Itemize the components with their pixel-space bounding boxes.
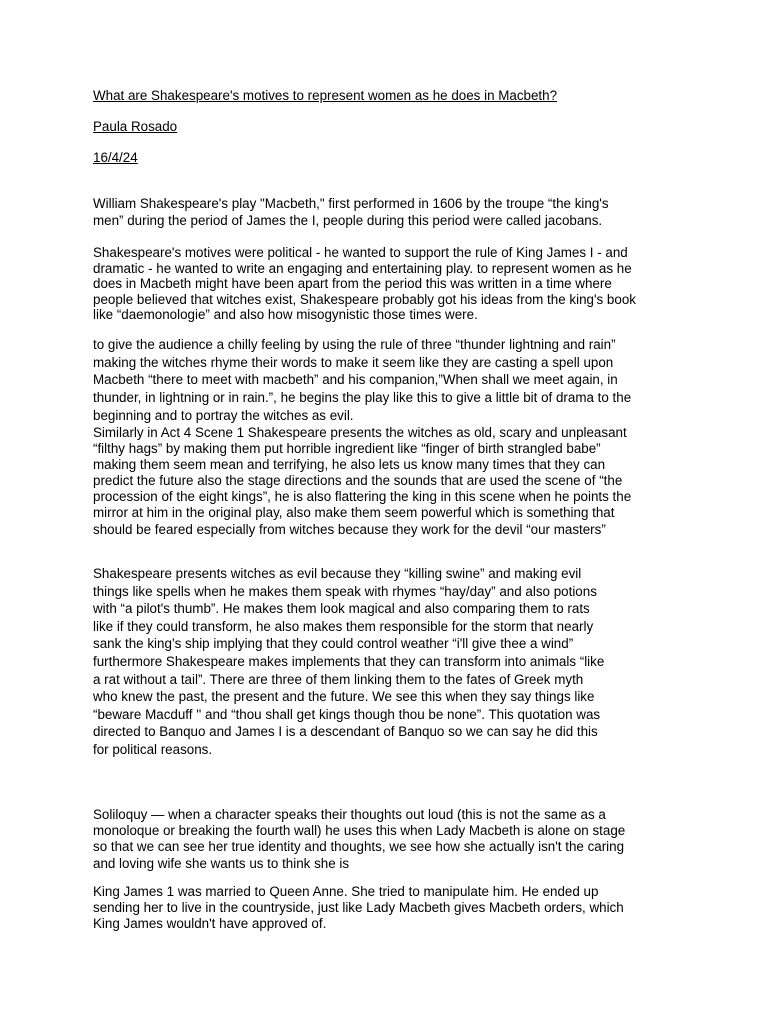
paragraph-soliloquy xyxy=(93,807,625,872)
text-line: Similarly in Act 4 Scene 1 Shakespeare presents the witches as old, scary and unpleasant xyxy=(93,425,627,440)
text-line: Shakespeare's motives were political - he wanted to support the rule of King James I - and xyxy=(93,245,628,260)
text-line: Soliloquy — when a character speaks their thoughts out loud (this is not the same as a xyxy=(93,807,606,822)
text-line: a rat without a tail”. There are three of them linking them to the fates of Greek myth xyxy=(93,671,584,687)
text-line: making them seem mean and terrifying, he also lets us know many times that they can xyxy=(93,457,606,473)
text-line: to give the audience a chilly feeling by using the rule of three “thunder lightning and rain” xyxy=(93,337,616,352)
text-line: mirror at him in the original play, also make them seem powerful which is something that xyxy=(93,505,615,521)
document-date: 16/4/24 xyxy=(93,150,138,165)
text-line: like “daemonologie” and also how misogynistic those times were. xyxy=(93,307,478,323)
text-line: William Shakespeare's play "Macbeth," first performed in 1606 by the troupe “the king's xyxy=(93,196,609,211)
text-line: and loving wife she wants us to think she is xyxy=(93,855,350,871)
document-title: What are Shakespeare's motives to represent women as he does in Macbeth? xyxy=(93,88,558,103)
text-line: like if they could transform, he also makes them responsible for the storm that nearly xyxy=(93,618,594,634)
text-line: with “a pilot's thumb”. He makes them look magical and also comparing them to rats xyxy=(93,601,590,617)
text-line: furthermore Shakespeare makes implements that they can transform into animals “like xyxy=(93,653,605,669)
paragraph-motives xyxy=(93,245,636,323)
text-line: who knew the past, the present and the future. We see this when they say things like xyxy=(93,689,595,705)
text-line: sank the king’s ship implying that they could control weather “i'll give thee a wind” xyxy=(93,636,574,652)
text-line: directed to Banquo and James I is a descendant of Banquo so we can say he did this xyxy=(93,724,598,740)
text-line: King James wouldn't have approved of. xyxy=(93,915,327,931)
text-line: sending her to live in the countryside, just like Lady Macbeth gives Macbeth orders, which xyxy=(93,899,624,915)
text-line: Shakespeare presents witches as evil because they “killing swine” and making evil xyxy=(93,566,582,581)
paragraph-intro xyxy=(93,195,609,229)
text-line: thunder, in lightning or in rain.”, he begins the play like this to give a little bit of drama to the xyxy=(93,390,632,406)
text-line: making the witches rhyme their words to make it seem like they are casting a spell upon xyxy=(93,354,614,370)
text-line: people believed that witches exist, Shakespeare probably got his ideas from the king's book xyxy=(93,291,636,307)
text-line: should be feared especially from witches because they work for the devil “our masters” xyxy=(93,521,606,537)
text-line: monoloque or breaking the fourth wall) he uses this when Lady Macbeth is alone on stage xyxy=(93,823,626,839)
text-line: beginning and to portray the witches as evil. xyxy=(93,407,354,423)
text-line: Macbeth “there to meet with macbeth” and his companion,”When shall we meet again, in xyxy=(93,372,618,388)
text-line: does in Macbeth might have been apart from the period this was written in a time where xyxy=(93,276,612,292)
paragraph-king-james xyxy=(93,884,624,931)
paragraph-rule-of-three xyxy=(93,336,631,425)
text-line: procession of the eight kings”, he is also flattering the king in this scene when he points the xyxy=(93,489,632,505)
text-line: for political reasons. xyxy=(93,741,213,757)
text-line: King James 1 was married to Queen Anne. She tried to manipulate him. He ended up xyxy=(93,884,599,899)
text-line: so that we can see her true identity and thoughts, we see how she actually isn't the caring xyxy=(93,839,625,855)
text-line: things like spells when he makes them speak with rhymes “hay/day” and also potions xyxy=(93,583,597,599)
author-name: Paula Rosado xyxy=(93,119,178,134)
paragraph-witches-evil xyxy=(93,565,604,759)
paragraph-act-four xyxy=(93,425,631,538)
text-line: men” during the period of James the I, people during this period were called jacobans. xyxy=(93,213,603,228)
text-line: “beware Macduff '' and “thou shall get kings though thou be none”. This quotation was xyxy=(93,706,601,722)
text-line: predict the future also the stage directions and the sounds that are used the scene of “the xyxy=(93,473,623,489)
text-line: dramatic - he wanted to write an engaging and entertaining play. to represent women as he xyxy=(93,260,632,276)
text-line: “filthy hags” by making them put horrible ingredient like “finger of birth strangled babe” xyxy=(93,441,601,457)
